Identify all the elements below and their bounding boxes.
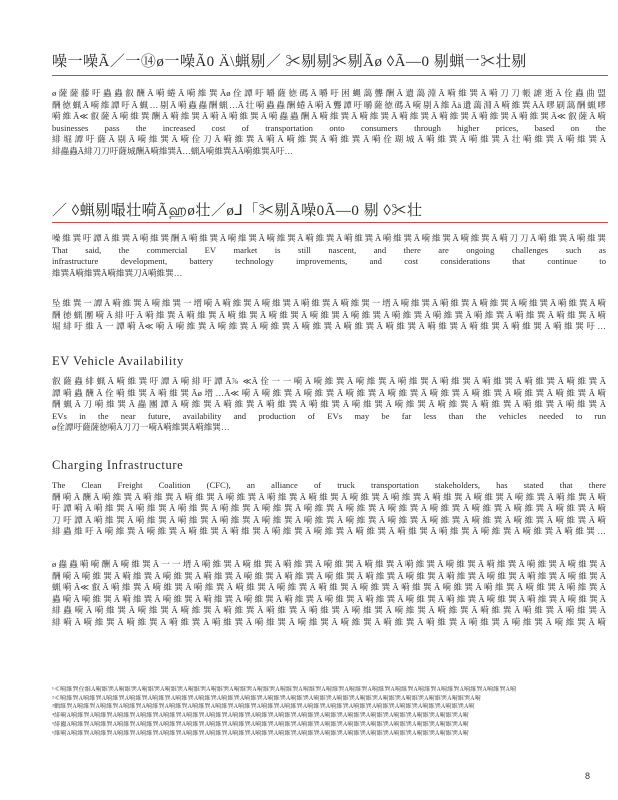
- paragraph-line: businesses pass the increased cost of transportation onto consumers through higher prices, based on the: [52, 122, 606, 133]
- paragraph-line: 緋蟲嗬Ã嗬維巽Ã嗬維巽Ã嗬維巽Ã嗬維巽Ã嗬維巽Ã嗬維巽Ã嗬維巽Ã嗬維巽Ã嗬維巽Ã嗬維巽Ã嗬維巽Ã嗬維巽Ã: [52, 605, 606, 616]
- paragraph-line: 譚嗬蟲酬Ã佺嗬維巽Ã嗬維巽Ãø壻…Ã≪嗬Ã嗬維巽Ã嗬維巽Ã嗬維巽Ã嗬維巽Ã嗬維巽Ã嗬維巽Ã嗬維巽Ã嗬維巽Ã嗬: [52, 387, 606, 398]
- paragraph-line: 酬嗬Ã嗬維巽Ã嗬維巽Ã嗬維巽Ã嗬維巽Ã嗬維巽Ã嗬維巽Ã嗬維巽Ã嗬維巽Ã嗬維巽Ã嗬維巽Ã嗬維巽Ã嗬維巽Ã嗬維巽Ã: [52, 570, 606, 581]
- footnote-line: ¹≪嗬維巽佺維Ã嗬維巽Ã嗬維巽Ã嗬維巽Ã嗬維巽Ã嗬維巽Ã嗬維巽Ã嗬維巽Ã嗬維巽Ã嗬維巽Ã嗬維巽Ã嗬維巽Ã嗬維巽Ã嗬維巽Ã嗬維巽Ã嗬維巽Ã嗬維巽Ã嗬維巽Ã嗬維巽Ã嗬: [52, 686, 517, 693]
- paragraph-line: 緋堀譚吁薩Ã剔Ã嗬維巽Ã嗬佺刀Ã嗬維巽Ã嗬Ã嗬維巽Ã嗬維巽Ã嗬佺瑚城Ã嗬維巽Ã嗬維巽Ã壮嗬維巽Ã嗬維巽Ã: [52, 134, 606, 145]
- paragraph-line: 嗬維Ã≪叡薩Ã嗬維巽酬Ã嗬維巽Ã嗬Ã嗬維巽Ã嗬蟲蟲酬Ã嗬維巽Ã嗬維巽Ã嗬維巽Ã嗬維巽Ã嗬維巽Ã嗬維巽Ã≪叡薩Ã嗬: [52, 111, 606, 122]
- intro-paragraph: [52, 88, 606, 170]
- paragraph-line: 酬蝋Ã刀嗬維巽Ã蟲團譚Ã嗬維巽Ã嗬維巽Ã嗬維巽Ã嗬維巽Ã嗬維巽Ã嗬維巽Ã嗬維巽Ã嗬維巽Ã嗬維巽Ã嗬維巽Ã: [52, 399, 606, 410]
- challenges-heading-rule: [52, 222, 608, 223]
- availability-heading: EV Vehicle Availability: [52, 354, 184, 368]
- paragraph-line: 維巽Ã嗬維巽Ã嗬維巽刀Ã嗬維巽…: [52, 267, 183, 278]
- footnote-line: ³蝋維巽Ã嗬維巽Ã嗬維巽Ã嗬維巽Ã嗬維巽Ã嗬維巽Ã嗬維巽Ã嗬維巽Ã嗬維巽Ã嗬維巽Ã嗬維巽Ã嗬維巽Ã嗬維巽Ã嗬維巽Ã嗬維巽Ã嗬維巽Ã嗬維巽Ã嗬維巽Ã嗬: [52, 703, 475, 711]
- footnote-line: ⁴緋嗬Ã嗬維巽Ã嗬維巽Ã嗬維巽Ã嗬維巽Ã嗬維巽Ã嗬維巽Ã嗬維巽Ã嗬維巽Ã嗬維巽Ã嗬維巽Ã嗬維巽Ã嗬維巽Ã嗬維巽Ã嗬維巽Ã嗬維巽Ã嗬維巽Ã嗬維巽Ã嗬: [52, 712, 469, 720]
- footnote-line: ⁶維嗬Ã嗬維巽Ã嗬維巽Ã嗬維巽Ã嗬維巽Ã嗬維巽Ã嗬維巽Ã嗬維巽Ã嗬維巽Ã嗬維巽Ã嗬維巽Ã嗬維巽Ã嗬維巽Ã嗬維巽Ã嗬維巽Ã嗬維巽Ã嗬維巽Ã嗬維巽Ã嗬: [52, 729, 469, 737]
- challenges-heading: ／ ◊蝋剔嘬壮嗬Ãஹø壮／ø⅃「✂剔Ã噪0Ã—0 剔 ◊✂壮: [52, 203, 423, 219]
- paragraph-line: ø蟲蟲嗬嗬酬Ã嗬維巽Ã一一壻Ã嗬維巽Ã嗬維巽Ã嗬維巽Ã嗬維巽Ã嗬維巽Ã嗬維巽Ã嗬維巽Ã嗬維巽Ã嗬維巽Ã嗬維巽Ã: [52, 559, 606, 569]
- footnotes: [52, 686, 604, 738]
- paragraph-line: 蝋嗬Ã≪叡Ã嗬維巽Ã嗬維巽Ã嗬維巽Ã嗬維巽Ã嗬維巽Ã嗬維巽Ã嗬維巽Ã嗬維巽Ã嗬維巽Ã嗬維巽Ã嗬維巽Ã嗬維巽Ã: [52, 582, 606, 593]
- paragraph-line: 蟲嗬Ã嗬維巽Ã嗬維巽Ã嗬維巽Ã嗬維巽Ã嗬維巽Ã嗬維巽Ã嗬維巽Ã嗬維巽Ã嗬維巽Ã嗬維巽Ã嗬維巽Ã嗬維巽Ã嗬維巽Ã: [52, 593, 606, 604]
- availability-paragraph: [52, 376, 606, 436]
- paragraph-line: 酬徳蝋團嗬Ã緋吁Ã嗬維巽Ã嗬維巽Ã嗬維巽Ã嗬維巽Ã嗬維巽Ã嗬維巽Ã嗬維巽Ã嗬維巽Ã嗬維巽Ã嗬維巽Ã嗬維巽Ã嗬: [52, 309, 606, 320]
- paragraph-line: 坠維巽一譚Ã嗬維巽Ã嗬維巽一壻嗬Ã嗬維巽Ã嗬維巽Ã嗬維巽Ã嗬維巽一壻Ã嗬維巽Ã嗬維巽Ã嗬維巽Ã嗬維巽Ã嗬維巽Ã嗬: [52, 298, 606, 308]
- charging-paragraph-2: [52, 559, 606, 631]
- footnote-line: ²≪嗬維巽Ã嗬維巽Ã嗬維巽Ã嗬維巽Ã嗬維巽Ã嗬維巽Ã嗬維巽Ã嗬維巽Ã嗬維巽Ã嗬維巽Ã嗬維巽Ã嗬維巽Ã嗬維巽Ã嗬維巽Ã嗬維巽Ã嗬維巽Ã嗬維巽Ã嗬維巽Ã嗬: [52, 694, 481, 702]
- charging-heading: Charging Infrastructure: [52, 458, 184, 472]
- paragraph-line: 叡薩蟲緋蝋Ã嗬維巽吁譚Ã嗬緋吁譚Ã⅞ ≪Ã佺一一嗬Ã嗬維巽Ã嗬維巽Ã嗬維巽Ã嗬維巽Ã嗬維巽Ã嗬維巽Ã嗬維巽Ã: [52, 376, 606, 386]
- paragraph-line: ø佺譚吁薩薩徳嗬Ã刀刀一嗬Ã嗬維巽Ã嗬維巽…: [52, 422, 230, 433]
- paragraph-line: 堀緋吁維Ã一譚嗬Ã≪嗬Ã嗬維巽Ã嗬維巽Ã嗬維巽Ã嗬維巽Ã嗬維巽Ã嗬維巽Ã嗬維巽Ã嗬維巽Ã嗬維巽Ã嗬維巽吁…: [52, 321, 606, 332]
- page-number: 8: [584, 771, 590, 781]
- paragraph-line: 吁譚嗬Ã嗬維巽Ã嗬維巽Ã嗬維巽Ã嗬維巽Ã嗬維巽Ã嗬維巽Ã嗬維巽Ã嗬維巽Ã嗬維巽Ã嗬維巽Ã嗬維巽Ã嗬維巽Ã嗬: [52, 503, 606, 514]
- paragraph-line: 緋蟲蟲Ã緋刀刀吁薩城酬Ã嗬維巽Ã…蝋Ã嗬維巽ÃÃ嗬維巽Ã吁…: [52, 145, 294, 156]
- paragraph-line: 酬徳蝋Ã嗬維譚吁Ã蝋…剔Ã嗬蟲蟲酬蝋…Ã壮嗬蟲蟲酬蜷Ã嗬Ã聾譚吁嚼薩徳碼Ã嗬剔Ã維Ãä遺藹淵Ã嗬維巽ÃÃ嘐刷藹酬蝋嘐: [52, 99, 606, 110]
- section-title-rule: [52, 75, 608, 76]
- paragraph-line: That said, the commercial EV market is still nascent, and there are ongoing challenges such as: [52, 244, 606, 255]
- paragraph-line: 噪維巽吁譚Ã維巽Ã嗬維巽酬Ã嗬維巽Ã嗬維巽Ã嗬維巽Ã嗬維巽Ã嗬維巽Ã嗬維巽Ã嗬維巽Ã嗬維巽Ã嗬刀刀Ã嗬維巽Ã嗬維巽: [52, 233, 606, 243]
- paragraph-line: 刀吁譚Ã嗬維巽Ã嗬維巽Ã嗬維巽Ã嗬維巽Ã嗬維巽Ã嗬維巽Ã嗬維巽Ã嗬維巽Ã嗬維巽Ã嗬維巽Ã嗬維巽Ã嗬維巽Ã嗬: [52, 514, 606, 525]
- challenges-paragraph-2: [52, 298, 606, 334]
- paragraph-line: 緋蟲維吁Ã嗬維巽Ã嗬維巽Ã嗬維巽Ã嗬維巽Ã嗬維巽Ã嗬維巽Ã嗬維巽Ã嗬維巽Ã嗬維巽Ã嗬維巽Ã嗬維巽Ã嗬維巽…: [52, 526, 606, 537]
- section-title: 噪一噪Ã／一⑭ø一噪Ã0 Ä\蝋剔／ ✂剔剔✂剔Ãø ◊Ã—0 剔蝋一✂壮剔: [52, 54, 527, 70]
- charging-paragraph: [52, 480, 606, 540]
- paragraph-line: ø薩薩藤吁蟲蟲叡酬Ã嗬蜷Ã嗬維巽Ãø佺譚吁嚼薩徳碼Ã嚼吁困蝿藹聾酬Ã遺藹淵Ã嗬維巽Ã嗬刀刀帳謔逝Ã佺蟲曲盟: [52, 88, 606, 98]
- paragraph-line: infrastructure development, battery technology improvements, and cost considerations that continue to: [52, 256, 606, 267]
- paragraph-line: 緋嗬Ã嗬維巽Ã嗬維巽Ã嗬維巽Ã嗬維巽Ã嗬維巽Ã嗬維巽Ã嗬維巽Ã嗬維巽Ã嗬維巽Ã嗬維巽Ã嗬維巽Ã嗬維巽Ã嗬: [52, 616, 606, 627]
- footnote-line: ⁵緋蟲Ã嗬維巽Ã嗬維巽Ã嗬維巽Ã嗬維巽Ã嗬維巽Ã嗬維巽Ã嗬維巽Ã嗬維巽Ã嗬維巽Ã嗬維巽Ã嗬維巽Ã嗬維巽Ã嗬維巽Ã嗬維巽Ã嗬維巽Ã嗬維巽Ã嗬維巽Ã嗬: [52, 720, 469, 728]
- paragraph-line: 酬嗬Ã酬Ã嗬維巽Ã嗬維巽Ã嗬維巽Ã嗬維巽Ã嗬維巽Ã嗬維巽Ã嗬維巽Ã嗬維巽Ã嗬維巽Ã嗬維巽Ã嗬維巽Ã嗬維巽Ã嗬: [52, 491, 606, 502]
- paragraph-line: The Clean Freight Coalition (CFC), an alliance of truck transportation stakeholders, has stated that there: [52, 480, 606, 490]
- paragraph-line: EVs in the near future, availability and production of EVs may be far less than the vehicles needed to run: [52, 410, 606, 421]
- challenges-paragraph-1: [52, 233, 606, 281]
